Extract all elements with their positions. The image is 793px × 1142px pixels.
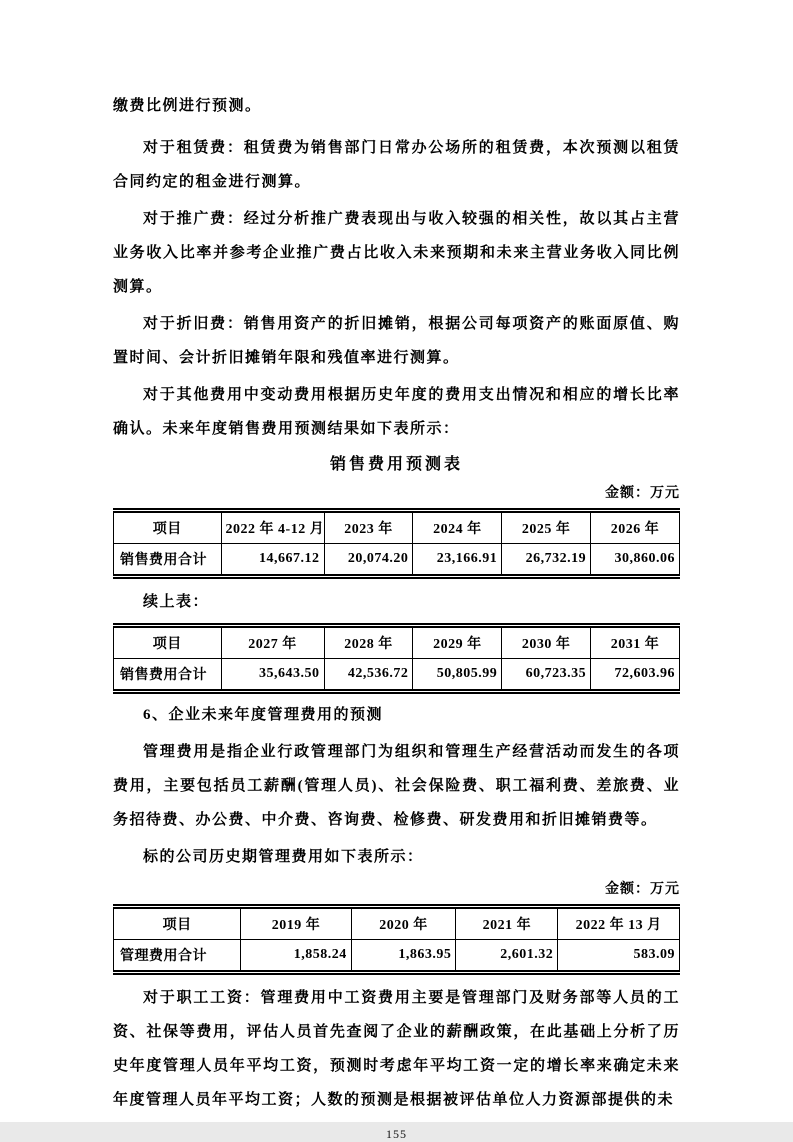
table-row	[114, 659, 680, 692]
column-header-cell: 2022 年 13 月	[558, 907, 680, 940]
paragraph-admin-expense-definition: 管理费用是指企业行政管理部门为组织和管理生产经营活动而发生的各项费用，主要包括员工薪酬(管理人员)、社会保险费、职工福利费、差旅费、业务招待费、办公费、中介费、咨询费、检修费、研发费用和折旧摊销费等。	[113, 744, 680, 828]
table-header-row	[114, 907, 680, 940]
sales-expense-forecast-table-part1	[113, 508, 680, 579]
value-cell: 72,603.96	[591, 659, 680, 692]
row-label-cell: 销售费用合计	[114, 544, 222, 577]
value-cell: 60,723.35	[502, 659, 591, 692]
column-header-cell: 2028 年	[324, 626, 413, 659]
sales-expense-forecast-table-title: 销售费用预测表	[329, 456, 463, 473]
value-cell: 583.09	[558, 940, 680, 973]
paragraph-depreciation-expense: 对于折旧费：销售用资产的折旧摊销，根据公司每项资产的账面原值、购置时间、会计折旧摊销年限和残值率进行测算。	[113, 316, 680, 366]
value-cell: 42,536.72	[324, 659, 413, 692]
value-cell: 14,667.12	[221, 544, 324, 577]
sales-expense-forecast-table-part2	[113, 623, 680, 694]
value-cell: 1,858.24	[241, 940, 351, 973]
section-6-heading: 6、企业未来年度管理费用的预测	[143, 707, 384, 723]
table-header-row	[114, 511, 680, 544]
value-cell: 26,732.19	[502, 544, 591, 577]
column-header-cell: 2020 年	[351, 907, 456, 940]
paragraph-admin-history-intro: 标的公司历史期管理费用如下表所示：	[143, 849, 424, 865]
paragraph-other-expense: 对于其他费用中变动费用根据历史年度的费用支出情况和相应的增长比率确认。未来年度销售费用预测结果如下表所示：	[113, 387, 680, 437]
column-header-cell: 2025 年	[502, 511, 591, 544]
value-cell: 20,074.20	[324, 544, 413, 577]
page-number: 155	[386, 1127, 407, 1141]
column-header-cell: 2019 年	[241, 907, 351, 940]
column-header-cell: 项目	[114, 907, 241, 940]
column-header-cell: 2027 年	[221, 626, 324, 659]
value-cell: 35,643.50	[221, 659, 324, 692]
column-header-cell: 2023 年	[324, 511, 413, 544]
table-header-row	[114, 626, 680, 659]
row-label-cell: 管理费用合计	[114, 940, 241, 973]
column-header-cell: 2026 年	[591, 511, 680, 544]
column-header-cell: 2022 年 4-12 月	[221, 511, 324, 544]
admin-expense-history-table	[113, 904, 680, 975]
value-cell: 30,860.06	[591, 544, 680, 577]
column-header-cell: 项目	[114, 626, 222, 659]
column-header-cell: 2021 年	[456, 907, 558, 940]
table-row	[114, 544, 680, 577]
paragraph-rent-expense: 对于租赁费：租赁费为销售部门日常办公场所的租赁费，本次预测以租赁合同约定的租金进行测算。	[113, 140, 680, 190]
table-row	[114, 940, 680, 973]
row-label-cell: 销售费用合计	[114, 659, 222, 692]
column-header-cell: 项目	[114, 511, 222, 544]
column-header-cell: 2031 年	[591, 626, 680, 659]
column-header-cell: 2029 年	[413, 626, 502, 659]
value-cell: 1,863.95	[351, 940, 456, 973]
paragraph-promotion-expense: 对于推广费：经过分析推广费表现出与收入较强的相关性，故以其占主营业务收入比率并参考企业推广费占比收入未来预期和未来主营业务收入同比例测算。	[113, 211, 680, 295]
paragraph-fee-ratio-continuation: 缴费比例进行预测。	[113, 98, 262, 114]
value-cell: 50,805.99	[413, 659, 502, 692]
amount-unit-label-admin: 金额：万元	[605, 882, 680, 897]
column-header-cell: 2024 年	[413, 511, 502, 544]
amount-unit-label-sales: 金额：万元	[605, 486, 680, 501]
value-cell: 23,166.91	[413, 544, 502, 577]
value-cell: 2,601.32	[456, 940, 558, 973]
continued-table-label: 续上表：	[143, 594, 210, 610]
column-header-cell: 2030 年	[502, 626, 591, 659]
paragraph-staff-wages: 对于职工工资：管理费用中工资费用主要是管理部门及财务部等人员的工资、社保等费用，评估人员首先查阅了企业的薪酬政策，在此基础上分析了历史年度管理人员年平均工资，预测时考虑年平均工资一定的增长率来确定未来年度管理人员年平均工资；人数的预测是根据被评估单位人力资源部提供的未	[113, 990, 680, 1108]
